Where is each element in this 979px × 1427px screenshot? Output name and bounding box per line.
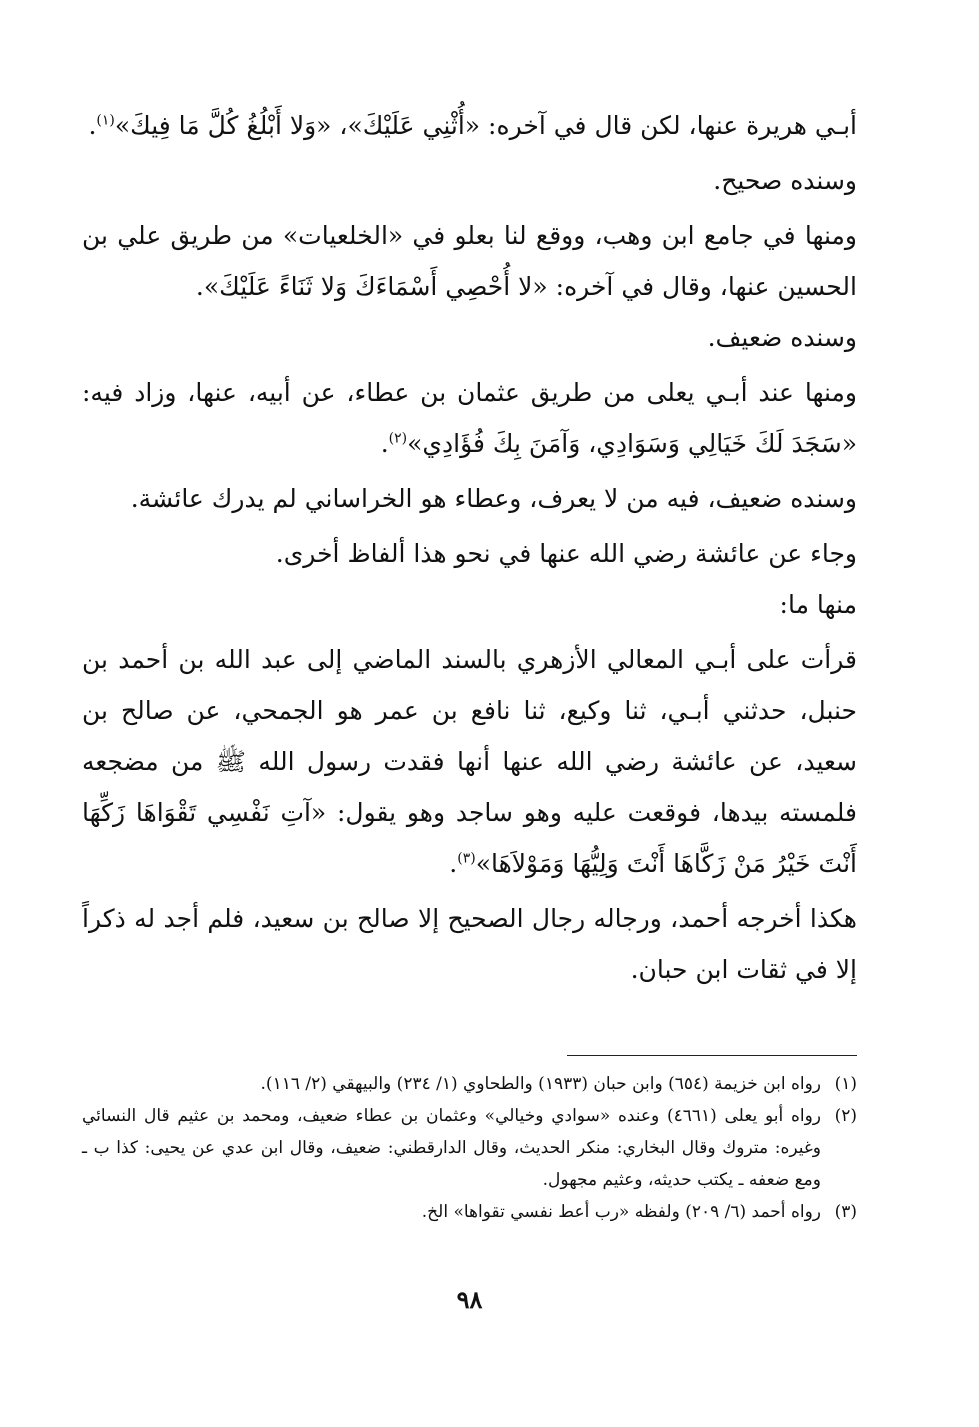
footnote-2 — [82, 1100, 857, 1196]
paragraph-7: وجاء عن عائشة رضي الله عنها في نحو هذا ألفاظ أخرى. — [275, 539, 857, 568]
footnote-ref-1[interactable]: (١) — [96, 112, 115, 129]
paragraph-5 — [82, 367, 857, 469]
paragraph-2: وسنده صحيح. — [713, 166, 857, 195]
footnote-ref-3[interactable]: (٣) — [457, 850, 476, 867]
paragraph-4: وسنده ضعيف. — [707, 323, 857, 352]
footnote-number: (٢) — [834, 1106, 857, 1126]
paragraph-9 — [82, 634, 857, 889]
paragraph-1-text: أبـي هريرة عنها، لكن قال في آخره: «أُثْنِي عَلَيْكَ»، «وَلا أَبْلُغُ كُلَّ مَا فِيكَ» — [114, 111, 857, 140]
footnotes — [82, 1068, 857, 1228]
paragraph-10: هكذا أخرجه أحمد، ورجاله رجال الصحيح إلا صالح بن سعيد، فلم أجد له ذكراً إلا في ثقات ابن حبان. — [82, 904, 857, 984]
paragraph-3: ومنها في جامع ابن وهب، ووقع لنا بعلو في «الخلعيات» من طريق علي بن الحسين عنها، وقال في آخره: «لا أُحْصِي أَسْمَاءَكَ وَلا ثَنَاءً عَلَيْكَ». — [82, 221, 857, 301]
footnote-1 — [82, 1068, 857, 1100]
paragraph-8: منها ما: — [779, 590, 857, 619]
paragraph-1 — [82, 100, 857, 151]
footnote-3 — [82, 1196, 857, 1228]
page-number: ٩٨ — [456, 1285, 483, 1314]
footnote-text: رواه أحمد (٦/ ٢٠٩) ولفظه «رب أعط نفسي تقواها» الخ. — [421, 1202, 821, 1222]
paragraph-9-tail: . — [449, 849, 458, 878]
document-page — [82, 100, 857, 1380]
paragraph-9-text: قرأت على أبـي المعالي الأزهري بالسند الماضي إلى عبد الله بن أحمد بن حنبل، حدثني أبـي، ثنا وكيع، ثنا نافع بن عمر هو الجمحي، عن صالح بن سعيد، عن عائشة رضي الله عنها أنها فقدت رسول الله ﷺ من مضجعه فلمسته بيدها، فوقعت عليه وهو ساجد وهو يقول: «آتِ نَفْسِي تَقْوَاهَا زَكِّهَا أَنْتَ خَيْرُ مَنْ زَكَّاهَا أَنْتَ وَلِيُّهَا وَمَوْلاَهَا» — [82, 645, 857, 878]
footnote-text: رواه ابن خزيمة (٦٥٤) وابن حبان (١٩٣٣) والطحاوي (١/ ٢٣٤) والبيهقي (٢/ ١١٦). — [260, 1074, 821, 1094]
footnote-number: (١) — [834, 1074, 857, 1094]
footnote-number: (٣) — [834, 1202, 857, 1222]
paragraph-5-tail: . — [380, 429, 389, 458]
footnote-divider — [567, 1055, 857, 1056]
footnote-text: رواه أبو يعلى (٤٦٦١) وعنده «سوادي وخيالي» وعثمان بن عطاء ضعيف، ومحمد بن عثيم قال النسائي وغيره: متروك وقال البخاري: منكر الحديث، وقال الدارقطني: ضعيف، وقال ابن عدي عن يحيى: كذا ب ـ ومع ضعفه ـ يكتب حديثه، وعثيم مجهول. — [82, 1106, 821, 1190]
paragraph-5-text: ومنها عند أبـي يعلى من طريق عثمان بن عطاء، عن أبيه، عنها، وزاد فيه: «سَجَدَ لَكَ خَيَالِي وَسَوَادِي، وَآمَنَ بِكَ فُؤَادِي» — [82, 378, 857, 458]
footnote-ref-2[interactable]: (٢) — [388, 430, 408, 447]
paragraph-1-tail: . — [88, 111, 97, 140]
paragraph-6: وسنده ضعيف، فيه من لا يعرف، وعطاء هو الخراساني لم يدرك عائشة. — [130, 484, 857, 513]
